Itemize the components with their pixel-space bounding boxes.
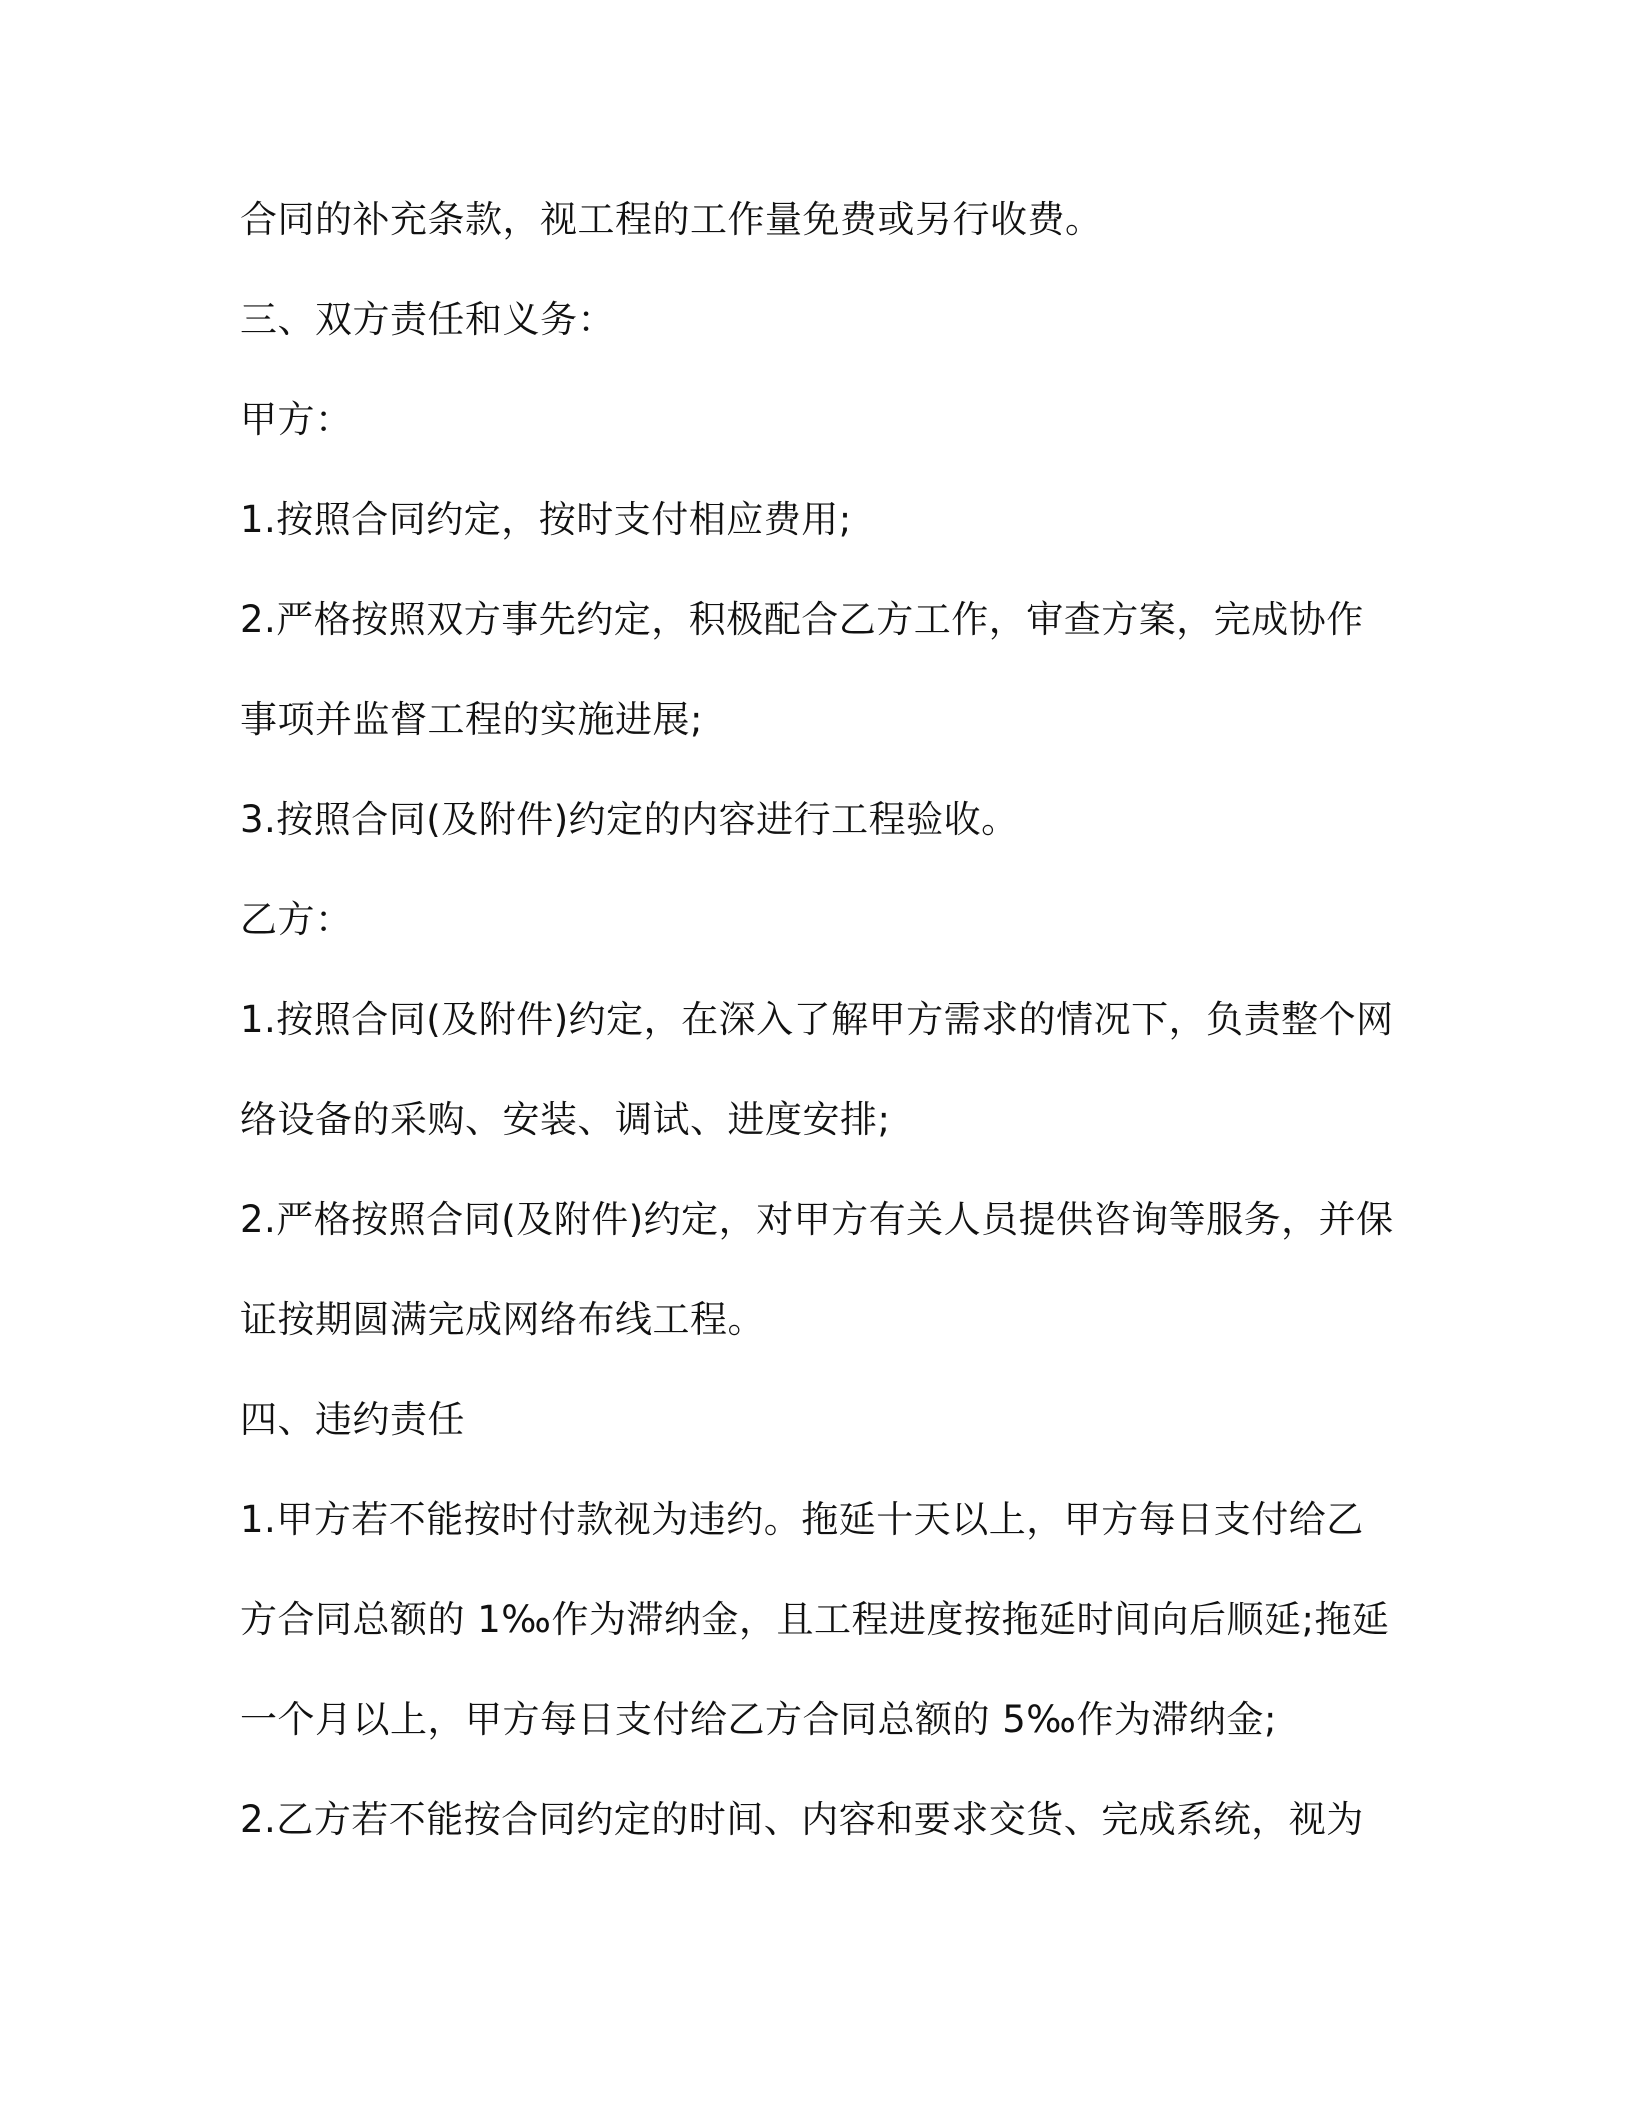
section-heading: 三、双方责任和义务： <box>240 298 615 341</box>
text-line: 方合同总额的 1‰作为滞纳金，且工程进度按拖延时间向后顺延;拖延 <box>240 1598 1390 1641</box>
text-line: 3.按照合同(及附件)约定的内容进行工程验收。 <box>240 798 1019 841</box>
text-line: 1.甲方若不能按时付款视为违约。拖延十天以上，甲方每日支付给乙 <box>240 1498 1364 1541</box>
text-line: 1.按照合同约定，按时支付相应费用; <box>240 498 852 541</box>
text-line: 一个月以上，甲方每日支付给乙方合同总额的 5‰作为滞纳金; <box>240 1698 1277 1741</box>
party-heading: 甲方： <box>240 398 353 441</box>
text-line: 络设备的采购、安装、调试、进度安排; <box>240 1098 891 1141</box>
party-heading: 乙方： <box>240 898 353 941</box>
text-line: 事项并监督工程的实施进展; <box>240 698 703 741</box>
text-line: 2.严格按照双方事先约定，积极配合乙方工作，审查方案，完成协作 <box>240 598 1364 641</box>
text-line: 2.严格按照合同(及附件)约定，对甲方有关人员提供咨询等服务，并保 <box>240 1198 1394 1241</box>
text-line: 1.按照合同(及附件)约定，在深入了解甲方需求的情况下，负责整个网 <box>240 998 1394 1041</box>
section-heading: 四、违约责任 <box>240 1398 465 1441</box>
text-line: 合同的补充条款，视工程的工作量免费或另行收费。 <box>240 198 1103 241</box>
text-line: 证按期圆满完成网络布线工程。 <box>240 1298 765 1341</box>
text-line: 2.乙方若不能按合同约定的时间、内容和要求交货、完成系统，视为 <box>240 1798 1364 1841</box>
